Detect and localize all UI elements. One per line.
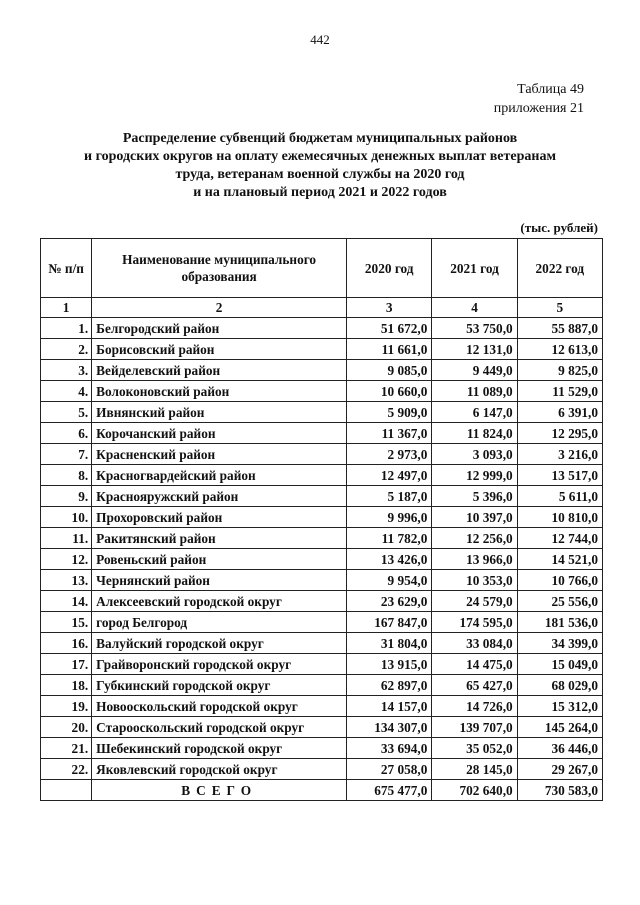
header-2020: 2020 год — [347, 239, 432, 298]
value-2021: 11 089,0 — [432, 381, 517, 402]
value-2022: 10 766,0 — [517, 570, 602, 591]
value-2022: 25 556,0 — [517, 591, 602, 612]
value-2022: 55 887,0 — [517, 318, 602, 339]
municipality-name: Валуйский городской округ — [92, 633, 347, 654]
index-cell: 5 — [517, 298, 602, 318]
value-2022: 15 049,0 — [517, 654, 602, 675]
row-number: 14. — [41, 591, 92, 612]
municipality-name: Ровеньский район — [92, 549, 347, 570]
table-row — [41, 381, 603, 402]
index-cell: 2 — [92, 298, 347, 318]
value-2022: 11 529,0 — [517, 381, 602, 402]
municipality-name: Шебекинский городской округ — [92, 738, 347, 759]
table-row — [41, 654, 603, 675]
appendix-number: приложения 21 — [493, 101, 584, 116]
value-2022: 12 295,0 — [517, 423, 602, 444]
value-2022: 181 536,0 — [517, 612, 602, 633]
value-2022: 15 312,0 — [517, 696, 602, 717]
value-2022: 9 825,0 — [517, 360, 602, 381]
title-line: и городских округов на оплату ежемесячных денежных выплат ветеранам — [84, 149, 556, 164]
column-index-row — [41, 298, 603, 318]
municipality-name: Новооскольский городской округ — [92, 696, 347, 717]
row-number: 8. — [41, 465, 92, 486]
value-2020: 9 996,0 — [347, 507, 432, 528]
index-cell: 3 — [347, 298, 432, 318]
value-2020: 5 909,0 — [347, 402, 432, 423]
value-2022: 3 216,0 — [517, 444, 602, 465]
value-2021: 10 397,0 — [432, 507, 517, 528]
row-number: 3. — [41, 360, 92, 381]
value-2021: 174 595,0 — [432, 612, 517, 633]
table-row — [41, 696, 603, 717]
value-2020: 167 847,0 — [347, 612, 432, 633]
table-row — [41, 528, 603, 549]
table-row — [41, 423, 603, 444]
table-row — [41, 339, 603, 360]
table-row — [41, 759, 603, 780]
municipality-name: Алексеевский городской округ — [92, 591, 347, 612]
municipality-name: Старооскольский городской округ — [92, 717, 347, 738]
header-row — [41, 239, 603, 298]
municipality-name: Губкинский городской округ — [92, 675, 347, 696]
row-number: 2. — [41, 339, 92, 360]
municipality-name: Грайворонский городской округ — [92, 654, 347, 675]
table-row — [41, 465, 603, 486]
document-title — [40, 130, 600, 202]
municipality-name: Прохоровский район — [92, 507, 347, 528]
table-row — [41, 738, 603, 759]
value-2020: 13 915,0 — [347, 654, 432, 675]
value-2021: 9 449,0 — [432, 360, 517, 381]
table-row — [41, 486, 603, 507]
row-number: 11. — [41, 528, 92, 549]
value-2020: 9 954,0 — [347, 570, 432, 591]
value-2022: 10 810,0 — [517, 507, 602, 528]
value-2020: 9 085,0 — [347, 360, 432, 381]
value-2021: 33 084,0 — [432, 633, 517, 654]
row-number: 9. — [41, 486, 92, 507]
value-2021: 12 999,0 — [432, 465, 517, 486]
value-2022: 29 267,0 — [517, 759, 602, 780]
value-2020: 5 187,0 — [347, 486, 432, 507]
value-2022: 36 446,0 — [517, 738, 602, 759]
page-number: 442 — [310, 32, 330, 47]
row-number: 17. — [41, 654, 92, 675]
header-name: Наименование муниципального образования — [92, 239, 347, 298]
table-row — [41, 402, 603, 423]
municipality-name: Белгородский район — [92, 318, 347, 339]
value-2021: 14 475,0 — [432, 654, 517, 675]
municipality-name: Вейделевский район — [92, 360, 347, 381]
value-2020: 2 973,0 — [347, 444, 432, 465]
row-number: 6. — [41, 423, 92, 444]
total-2022: 730 583,0 — [517, 780, 602, 801]
value-2022: 13 517,0 — [517, 465, 602, 486]
value-2020: 12 497,0 — [347, 465, 432, 486]
value-2020: 14 157,0 — [347, 696, 432, 717]
row-number: 13. — [41, 570, 92, 591]
value-2020: 27 058,0 — [347, 759, 432, 780]
value-2022: 34 399,0 — [517, 633, 602, 654]
municipality-name: Корочанский район — [92, 423, 347, 444]
value-2020: 134 307,0 — [347, 717, 432, 738]
municipality-name: Чернянский район — [92, 570, 347, 591]
value-2020: 23 629,0 — [347, 591, 432, 612]
table-row — [41, 360, 603, 381]
value-2022: 12 613,0 — [517, 339, 602, 360]
value-2021: 12 256,0 — [432, 528, 517, 549]
municipality-name: Борисовский район — [92, 339, 347, 360]
value-2022: 5 611,0 — [517, 486, 602, 507]
municipality-name: город Белгород — [92, 612, 347, 633]
value-2021: 53 750,0 — [432, 318, 517, 339]
header-2022: 2022 год — [517, 239, 602, 298]
row-number: 1. — [41, 318, 92, 339]
table-number: Таблица 49 — [517, 82, 584, 97]
units-label: (тыс. рублей) — [520, 220, 598, 235]
row-number: 22. — [41, 759, 92, 780]
value-2020: 13 426,0 — [347, 549, 432, 570]
index-cell: 4 — [432, 298, 517, 318]
value-2020: 31 804,0 — [347, 633, 432, 654]
value-2022: 145 264,0 — [517, 717, 602, 738]
total-num-cell — [41, 780, 92, 801]
title-line: Распределение субвенций бюджетам муниципальных районов — [122, 131, 518, 146]
row-number: 20. — [41, 717, 92, 738]
municipality-name: Красногвардейский район — [92, 465, 347, 486]
index-cell: 1 — [41, 298, 92, 318]
municipality-name: Красненский район — [92, 444, 347, 465]
value-2021: 14 726,0 — [432, 696, 517, 717]
value-2022: 6 391,0 — [517, 402, 602, 423]
value-2021: 24 579,0 — [432, 591, 517, 612]
row-number: 4. — [41, 381, 92, 402]
municipality-name: Яковлевский городской округ — [92, 759, 347, 780]
value-2021: 28 145,0 — [432, 759, 517, 780]
row-number: 16. — [41, 633, 92, 654]
row-number: 7. — [41, 444, 92, 465]
row-number: 21. — [41, 738, 92, 759]
value-2020: 11 661,0 — [347, 339, 432, 360]
value-2021: 12 131,0 — [432, 339, 517, 360]
municipality-name: Ракитянский район — [92, 528, 347, 549]
header-2021: 2021 год — [432, 239, 517, 298]
value-2021: 6 147,0 — [432, 402, 517, 423]
table-row — [41, 717, 603, 738]
row-number: 12. — [41, 549, 92, 570]
value-2020: 33 694,0 — [347, 738, 432, 759]
table-row — [41, 675, 603, 696]
table-row — [41, 549, 603, 570]
municipality-name: Краснояружский район — [92, 486, 347, 507]
table-row — [41, 507, 603, 528]
total-row — [41, 780, 603, 801]
row-number: 19. — [41, 696, 92, 717]
value-2021: 13 966,0 — [432, 549, 517, 570]
title-line: и на плановый период 2021 и 2022 годов — [193, 185, 447, 200]
table-row — [41, 570, 603, 591]
value-2021: 11 824,0 — [432, 423, 517, 444]
row-number: 15. — [41, 612, 92, 633]
value-2020: 62 897,0 — [347, 675, 432, 696]
value-2021: 65 427,0 — [432, 675, 517, 696]
value-2021: 35 052,0 — [432, 738, 517, 759]
value-2020: 51 672,0 — [347, 318, 432, 339]
appendix-reference — [494, 80, 584, 118]
value-2021: 3 093,0 — [432, 444, 517, 465]
row-number: 5. — [41, 402, 92, 423]
total-2020: 675 477,0 — [347, 780, 432, 801]
subvention-table — [40, 238, 603, 801]
municipality-name: Ивнянский район — [92, 402, 347, 423]
municipality-name: Волоконовский район — [92, 381, 347, 402]
table-row — [41, 318, 603, 339]
value-2022: 12 744,0 — [517, 528, 602, 549]
value-2021: 5 396,0 — [432, 486, 517, 507]
value-2020: 10 660,0 — [347, 381, 432, 402]
value-2021: 139 707,0 — [432, 717, 517, 738]
title-line: труда, ветеранам военной службы на 2020 год — [175, 167, 465, 182]
total-2021: 702 640,0 — [432, 780, 517, 801]
value-2022: 68 029,0 — [517, 675, 602, 696]
table-row — [41, 591, 603, 612]
header-num: № п/п — [41, 239, 92, 298]
value-2021: 10 353,0 — [432, 570, 517, 591]
table-row — [41, 444, 603, 465]
row-number: 18. — [41, 675, 92, 696]
value-2020: 11 367,0 — [347, 423, 432, 444]
table-row — [41, 612, 603, 633]
total-label: ВСЕГО — [92, 780, 347, 801]
table-row — [41, 633, 603, 654]
row-number: 10. — [41, 507, 92, 528]
value-2020: 11 782,0 — [347, 528, 432, 549]
value-2022: 14 521,0 — [517, 549, 602, 570]
